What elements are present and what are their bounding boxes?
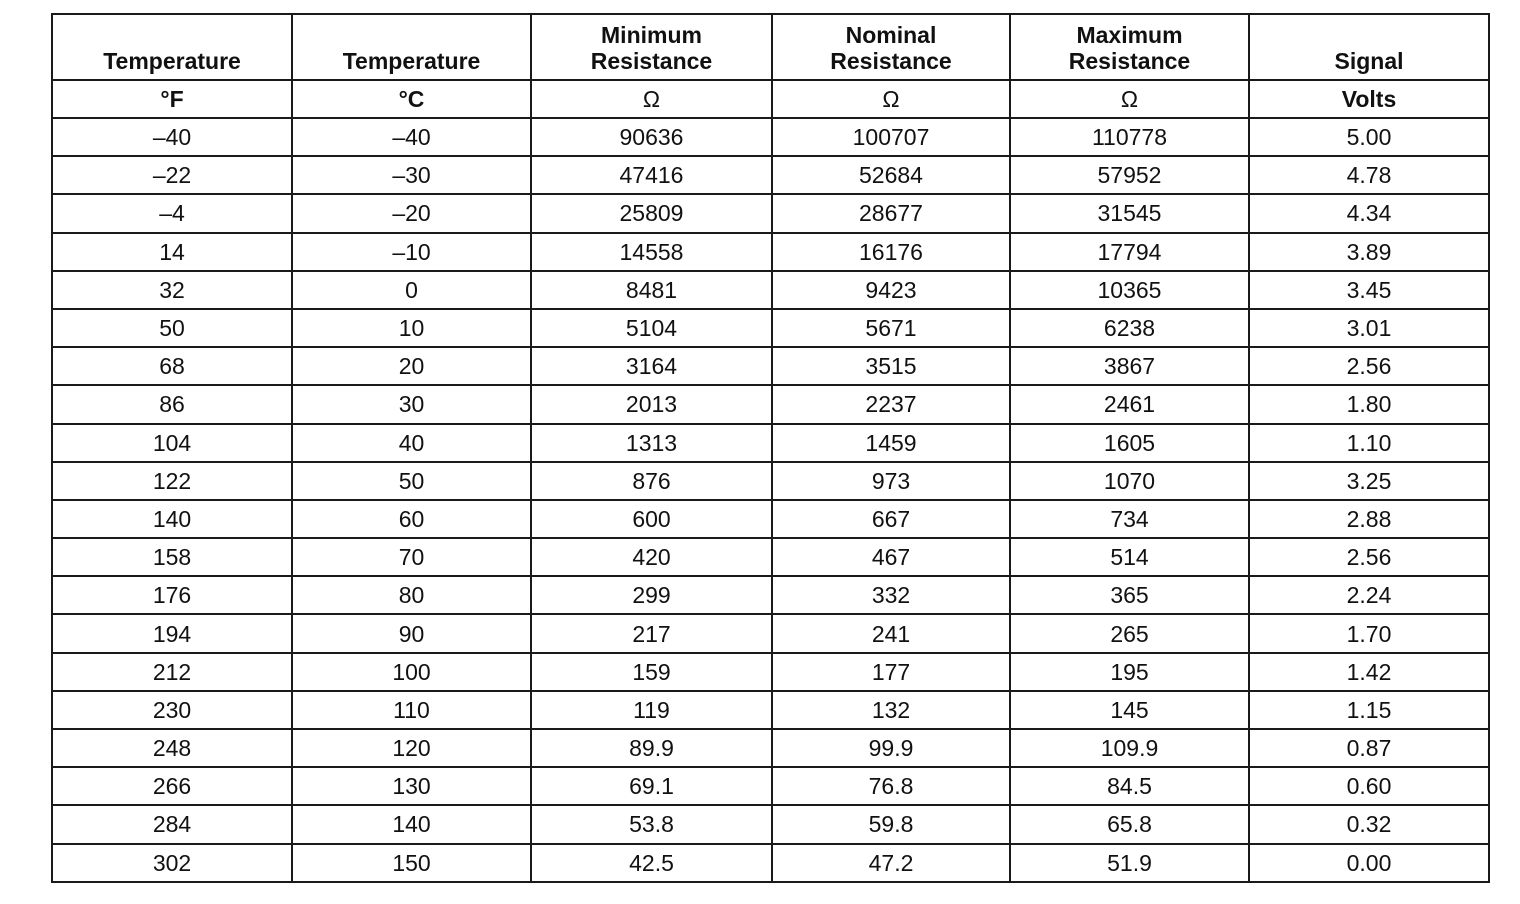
table-row — [52, 118, 1489, 156]
cell-temp-c: 50 — [292, 462, 531, 500]
cell-min-resistance: 119 — [531, 691, 772, 729]
table-header-row — [52, 14, 1489, 80]
cell-max-resistance: 365 — [1010, 576, 1249, 614]
cell-temp-c: –40 — [292, 118, 531, 156]
cell-max-resistance: 51.9 — [1010, 844, 1249, 882]
cell-min-resistance: 1313 — [531, 424, 772, 462]
cell-min-resistance: 876 — [531, 462, 772, 500]
cell-min-resistance: 25809 — [531, 194, 772, 232]
header-line: Maximum — [1076, 22, 1183, 48]
unit-volts: Volts — [1249, 80, 1489, 118]
cell-temp-f: –22 — [52, 156, 292, 194]
header-nominal-resistance — [772, 14, 1010, 80]
cell-max-resistance: 10365 — [1010, 271, 1249, 309]
cell-max-resistance: 195 — [1010, 653, 1249, 691]
table-row — [52, 691, 1489, 729]
cell-temp-c: 70 — [292, 538, 531, 576]
cell-nominal-resistance: 100707 — [772, 118, 1010, 156]
cell-min-resistance: 69.1 — [531, 767, 772, 805]
cell-min-resistance: 299 — [531, 576, 772, 614]
cell-min-resistance: 47416 — [531, 156, 772, 194]
cell-temp-f: 212 — [52, 653, 292, 691]
table-row — [52, 385, 1489, 423]
cell-temp-c: 40 — [292, 424, 531, 462]
cell-temp-f: 68 — [52, 347, 292, 385]
header-line: Temperature — [342, 48, 481, 74]
cell-signal-volts: 2.88 — [1249, 500, 1489, 538]
cell-temp-c: 80 — [292, 576, 531, 614]
table-body — [52, 118, 1489, 882]
header-minimum-resistance — [531, 14, 772, 80]
cell-nominal-resistance: 1459 — [772, 424, 1010, 462]
cell-temp-c: 10 — [292, 309, 531, 347]
cell-signal-volts: 0.60 — [1249, 767, 1489, 805]
table-row — [52, 156, 1489, 194]
unit-celsius: °C — [292, 80, 531, 118]
unit-fahrenheit: °F — [52, 80, 292, 118]
cell-min-resistance: 217 — [531, 614, 772, 652]
cell-signal-volts: 3.25 — [1249, 462, 1489, 500]
cell-temp-c: –10 — [292, 233, 531, 271]
cell-signal-volts: 4.78 — [1249, 156, 1489, 194]
cell-max-resistance: 84.5 — [1010, 767, 1249, 805]
cell-signal-volts: 1.80 — [1249, 385, 1489, 423]
cell-temp-f: –4 — [52, 194, 292, 232]
cell-max-resistance: 3867 — [1010, 347, 1249, 385]
cell-temp-f: 266 — [52, 767, 292, 805]
cell-temp-f: 194 — [52, 614, 292, 652]
header-line: Temperature — [103, 48, 241, 74]
cell-temp-f: –40 — [52, 118, 292, 156]
cell-nominal-resistance: 5671 — [772, 309, 1010, 347]
cell-nominal-resistance: 47.2 — [772, 844, 1010, 882]
table-row — [52, 805, 1489, 843]
cell-nominal-resistance: 332 — [772, 576, 1010, 614]
cell-min-resistance: 2013 — [531, 385, 772, 423]
table-row — [52, 614, 1489, 652]
cell-temp-f: 32 — [52, 271, 292, 309]
table-row — [52, 844, 1489, 882]
table-row — [52, 500, 1489, 538]
cell-signal-volts: 0.32 — [1249, 805, 1489, 843]
header-signal — [1249, 14, 1489, 80]
table-row — [52, 271, 1489, 309]
cell-max-resistance: 57952 — [1010, 156, 1249, 194]
cell-max-resistance: 1070 — [1010, 462, 1249, 500]
cell-nominal-resistance: 52684 — [772, 156, 1010, 194]
cell-nominal-resistance: 9423 — [772, 271, 1010, 309]
cell-min-resistance: 5104 — [531, 309, 772, 347]
cell-signal-volts: 0.00 — [1249, 844, 1489, 882]
header-line: Minimum — [601, 22, 702, 48]
cell-signal-volts: 1.10 — [1249, 424, 1489, 462]
table-row — [52, 653, 1489, 691]
cell-temp-f: 86 — [52, 385, 292, 423]
cell-temp-f: 230 — [52, 691, 292, 729]
cell-temp-c: 60 — [292, 500, 531, 538]
cell-nominal-resistance: 28677 — [772, 194, 1010, 232]
cell-max-resistance: 145 — [1010, 691, 1249, 729]
cell-signal-volts: 1.70 — [1249, 614, 1489, 652]
table-row — [52, 309, 1489, 347]
cell-temp-f: 302 — [52, 844, 292, 882]
header-line: Resistance — [590, 48, 713, 74]
cell-nominal-resistance: 2237 — [772, 385, 1010, 423]
table-row — [52, 538, 1489, 576]
cell-signal-volts: 2.56 — [1249, 347, 1489, 385]
cell-nominal-resistance: 3515 — [772, 347, 1010, 385]
cell-temp-c: 20 — [292, 347, 531, 385]
cell-min-resistance: 159 — [531, 653, 772, 691]
table-row — [52, 729, 1489, 767]
header-line: Nominal — [845, 22, 937, 48]
cell-signal-volts: 0.87 — [1249, 729, 1489, 767]
cell-nominal-resistance: 177 — [772, 653, 1010, 691]
cell-max-resistance: 6238 — [1010, 309, 1249, 347]
cell-min-resistance: 53.8 — [531, 805, 772, 843]
header-line: Signal — [1334, 48, 1404, 74]
cell-signal-volts: 3.01 — [1249, 309, 1489, 347]
cell-max-resistance: 2461 — [1010, 385, 1249, 423]
cell-temp-c: 90 — [292, 614, 531, 652]
cell-signal-volts: 2.24 — [1249, 576, 1489, 614]
cell-temp-c: 30 — [292, 385, 531, 423]
cell-signal-volts: 3.89 — [1249, 233, 1489, 271]
cell-nominal-resistance: 99.9 — [772, 729, 1010, 767]
cell-temp-c: 130 — [292, 767, 531, 805]
table-row — [52, 347, 1489, 385]
cell-signal-volts: 4.34 — [1249, 194, 1489, 232]
cell-temp-c: 110 — [292, 691, 531, 729]
unit-ohm: Ω — [531, 80, 772, 118]
cell-temp-c: 150 — [292, 844, 531, 882]
header-temperature-c — [292, 14, 531, 80]
cell-temp-f: 104 — [52, 424, 292, 462]
cell-min-resistance: 600 — [531, 500, 772, 538]
cell-signal-volts: 3.45 — [1249, 271, 1489, 309]
cell-temp-f: 140 — [52, 500, 292, 538]
cell-max-resistance: 734 — [1010, 500, 1249, 538]
cell-max-resistance: 17794 — [1010, 233, 1249, 271]
cell-signal-volts: 1.15 — [1249, 691, 1489, 729]
cell-signal-volts: 1.42 — [1249, 653, 1489, 691]
cell-max-resistance: 265 — [1010, 614, 1249, 652]
cell-max-resistance: 65.8 — [1010, 805, 1249, 843]
cell-max-resistance: 31545 — [1010, 194, 1249, 232]
cell-min-resistance: 14558 — [531, 233, 772, 271]
cell-temp-c: –30 — [292, 156, 531, 194]
table-row — [52, 424, 1489, 462]
cell-temp-f: 50 — [52, 309, 292, 347]
header-line: Resistance — [830, 48, 952, 74]
cell-max-resistance: 1605 — [1010, 424, 1249, 462]
cell-temp-f: 14 — [52, 233, 292, 271]
cell-min-resistance: 89.9 — [531, 729, 772, 767]
cell-nominal-resistance: 241 — [772, 614, 1010, 652]
table-row — [52, 767, 1489, 805]
cell-nominal-resistance: 973 — [772, 462, 1010, 500]
cell-min-resistance: 3164 — [531, 347, 772, 385]
cell-max-resistance: 109.9 — [1010, 729, 1249, 767]
cell-temp-f: 284 — [52, 805, 292, 843]
cell-temp-c: 140 — [292, 805, 531, 843]
cell-min-resistance: 420 — [531, 538, 772, 576]
table-row — [52, 194, 1489, 232]
cell-max-resistance: 514 — [1010, 538, 1249, 576]
header-maximum-resistance — [1010, 14, 1249, 80]
cell-temp-f: 122 — [52, 462, 292, 500]
cell-nominal-resistance: 467 — [772, 538, 1010, 576]
cell-min-resistance: 42.5 — [531, 844, 772, 882]
table-units-row — [52, 80, 1489, 118]
unit-ohm: Ω — [1010, 80, 1249, 118]
cell-nominal-resistance: 132 — [772, 691, 1010, 729]
table-row — [52, 233, 1489, 271]
sensor-resistance-table — [51, 13, 1490, 883]
cell-temp-f: 158 — [52, 538, 292, 576]
header-temperature-f — [52, 14, 292, 80]
cell-max-resistance: 110778 — [1010, 118, 1249, 156]
cell-temp-c: 100 — [292, 653, 531, 691]
cell-temp-c: –20 — [292, 194, 531, 232]
cell-temp-c: 120 — [292, 729, 531, 767]
cell-signal-volts: 5.00 — [1249, 118, 1489, 156]
table-row — [52, 576, 1489, 614]
cell-temp-c: 0 — [292, 271, 531, 309]
header-line: Resistance — [1068, 48, 1191, 74]
cell-nominal-resistance: 667 — [772, 500, 1010, 538]
cell-min-resistance: 90636 — [531, 118, 772, 156]
cell-min-resistance: 8481 — [531, 271, 772, 309]
cell-signal-volts: 2.56 — [1249, 538, 1489, 576]
table-row — [52, 462, 1489, 500]
unit-ohm: Ω — [772, 80, 1010, 118]
cell-temp-f: 176 — [52, 576, 292, 614]
cell-temp-f: 248 — [52, 729, 292, 767]
cell-nominal-resistance: 76.8 — [772, 767, 1010, 805]
cell-nominal-resistance: 59.8 — [772, 805, 1010, 843]
cell-nominal-resistance: 16176 — [772, 233, 1010, 271]
